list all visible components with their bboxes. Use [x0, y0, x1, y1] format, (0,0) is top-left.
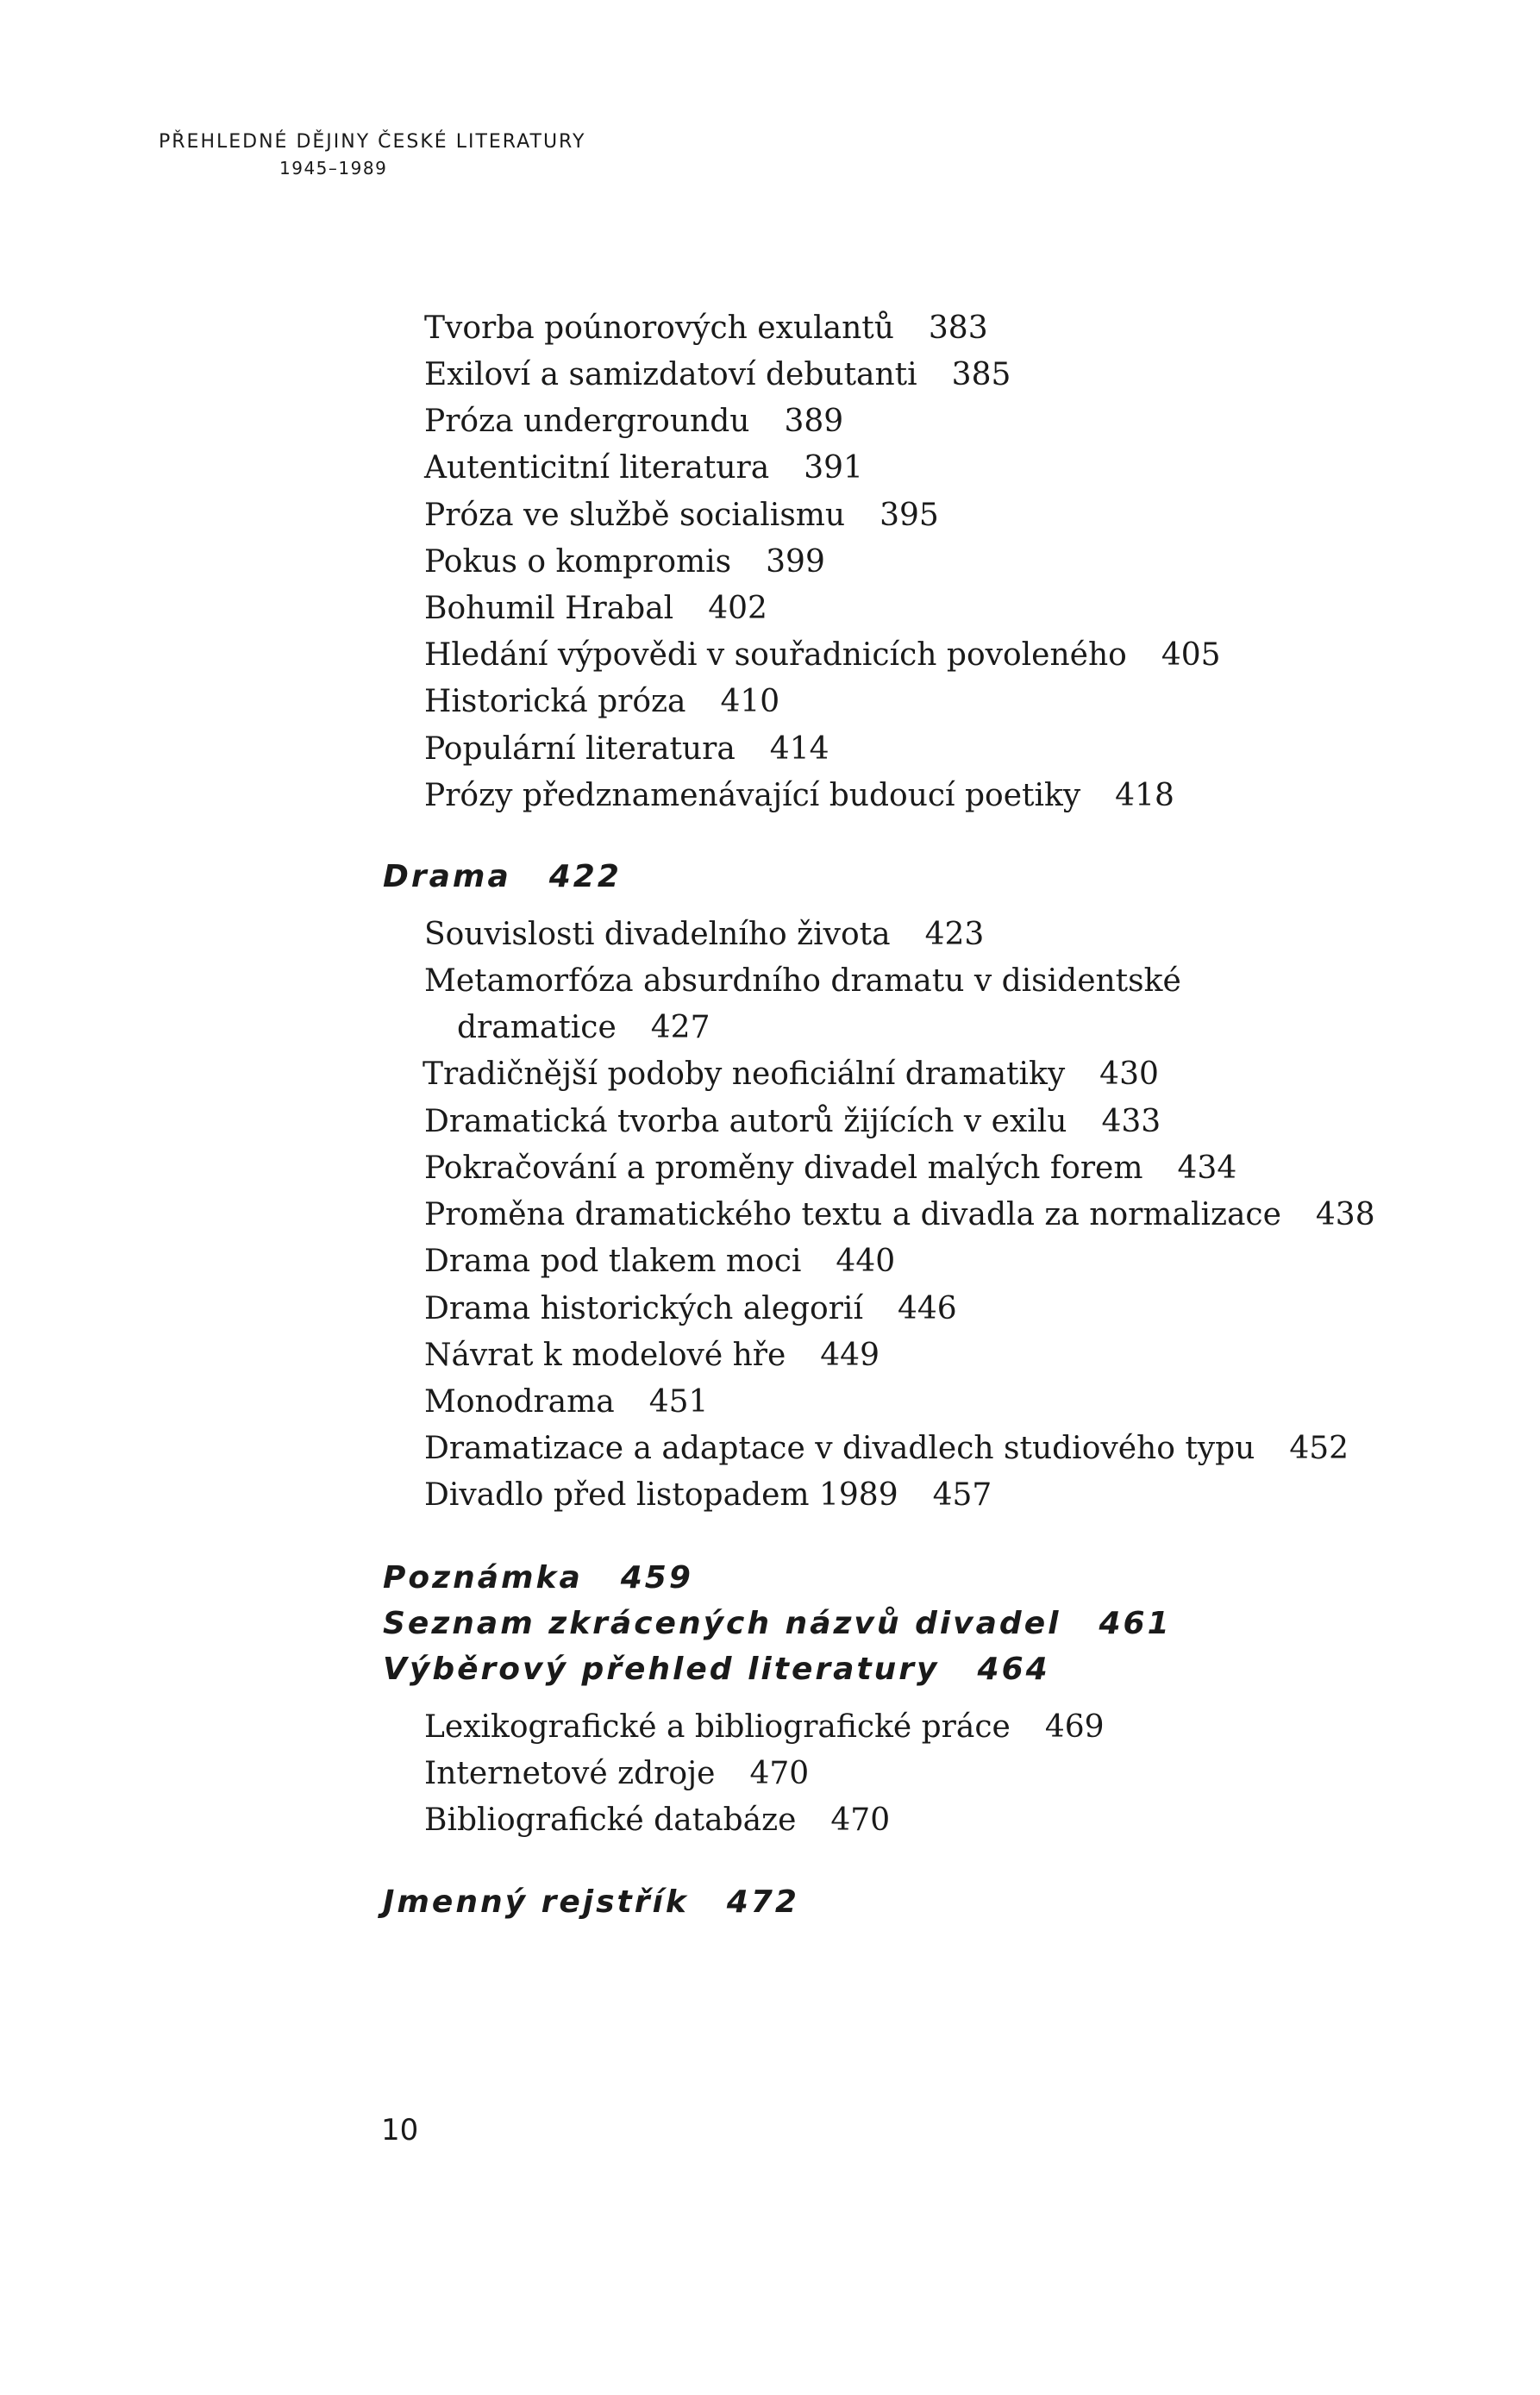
toc-entry: Tradičnější podoby neoficiální dramatiky 430 — [423, 1056, 1159, 1092]
running-head — [159, 129, 585, 181]
page-number: 418 — [1115, 778, 1174, 813]
page-number: 461 — [1099, 1606, 1172, 1641]
toc-entry: Hledání výpovědi v souřadnicích povoleného 405 — [424, 637, 1221, 673]
section-heading: Výběrový přehled literatury 464 — [383, 1652, 1050, 1687]
page-number: 469 — [1044, 1709, 1105, 1745]
page-number: 449 — [820, 1338, 880, 1373]
section-heading-drama: Drama 422 — [383, 859, 622, 894]
section-heading-index: Jmenný rejstřík 472 — [383, 1884, 799, 1920]
page-number: 395 — [880, 498, 939, 533]
toc-entry: Populární literatura 414 — [424, 731, 829, 767]
page-number: 472 — [726, 1884, 799, 1920]
page-number: 452 — [1289, 1431, 1349, 1466]
page-number: 422 — [548, 859, 622, 894]
toc-entry: Proměna dramatického textu a divadla za normalizace 438 — [424, 1197, 1375, 1232]
toc-entry: Bibliografické databáze 470 — [424, 1803, 891, 1838]
page-number: 464 — [977, 1652, 1050, 1687]
page-number: 427 — [650, 1010, 711, 1045]
page-number: 470 — [749, 1756, 810, 1791]
toc-entry: Bohumil Hrabal 402 — [424, 591, 767, 626]
toc-entry: Metamorfóza absurdního dramatu v disidentské — [424, 963, 1181, 999]
toc-entry: Próza undergroundu 389 — [424, 404, 844, 439]
page-number: 414 — [769, 731, 829, 767]
toc-entry: Tvorba poúnorových exulantů 383 — [424, 310, 988, 346]
page-number: 385 — [951, 357, 1011, 392]
toc-entry: Historická próza 410 — [424, 684, 780, 719]
toc-entry: Návrat k modelové hře 449 — [424, 1338, 880, 1373]
page-number: 391 — [804, 450, 863, 486]
page-number: 446 — [897, 1291, 957, 1326]
page-number: 410 — [720, 684, 780, 719]
toc-entry: Drama pod tlakem moci 440 — [424, 1244, 896, 1279]
toc-entry: Autenticitní literatura 391 — [424, 450, 863, 486]
page-number: 399 — [766, 544, 825, 580]
toc-entry: Monodrama 451 — [424, 1384, 709, 1420]
page-number: 405 — [1161, 637, 1221, 673]
toc-entry: Pokračování a proměny divadel malých forem 434 — [424, 1150, 1237, 1186]
toc-entry: Exiloví a samizdatoví debutanti 385 — [424, 357, 1011, 392]
page-number: 440 — [836, 1244, 896, 1279]
folio-page-number: 10 — [381, 2113, 419, 2147]
toc-entry: Prózy předznamenávající budoucí poetiky 418 — [424, 778, 1174, 813]
page-number: 434 — [1177, 1150, 1237, 1186]
toc-entry: Pokus o kompromis 399 — [424, 544, 825, 580]
toc-entry-continuation: dramatice 427 — [457, 1010, 711, 1045]
page-number: 470 — [830, 1803, 891, 1838]
toc-entry: Souvislosti divadelního života 423 — [424, 917, 985, 952]
toc-entry: Dramatizace a adaptace v divadlech studiového typu 452 — [424, 1431, 1349, 1466]
toc-entry: Drama historických alegorií 446 — [424, 1291, 957, 1326]
page-number: 389 — [784, 404, 844, 439]
page-number: 451 — [648, 1384, 709, 1420]
page-number: 423 — [924, 917, 985, 952]
page-number: 402 — [708, 591, 767, 626]
book-title: PŘEHLEDNÉ DĚJINY ČESKÉ LITERATURY — [159, 131, 586, 153]
page-number: 457 — [932, 1477, 992, 1513]
page-number: 459 — [620, 1560, 693, 1596]
toc-entry: Internetové zdroje 470 — [424, 1756, 810, 1791]
book-years: 1945–1989 — [279, 158, 388, 179]
toc-entry: Lexikografické a bibliografické práce 469 — [424, 1709, 1105, 1745]
page-number: 383 — [928, 310, 988, 346]
page-number: 430 — [1099, 1056, 1159, 1092]
page-number: 438 — [1315, 1197, 1375, 1232]
toc-entry: Próza ve službě socialismu 395 — [424, 498, 939, 533]
toc-entry: Divadlo před listopadem 1989 457 — [424, 1477, 992, 1513]
toc-entry: Dramatická tvorba autorů žijících v exilu 433 — [424, 1104, 1161, 1139]
section-heading: Seznam zkrácených názvů divadel 461 — [383, 1606, 1172, 1641]
page-number: 433 — [1101, 1104, 1161, 1139]
section-heading: Poznámka 459 — [383, 1560, 693, 1596]
